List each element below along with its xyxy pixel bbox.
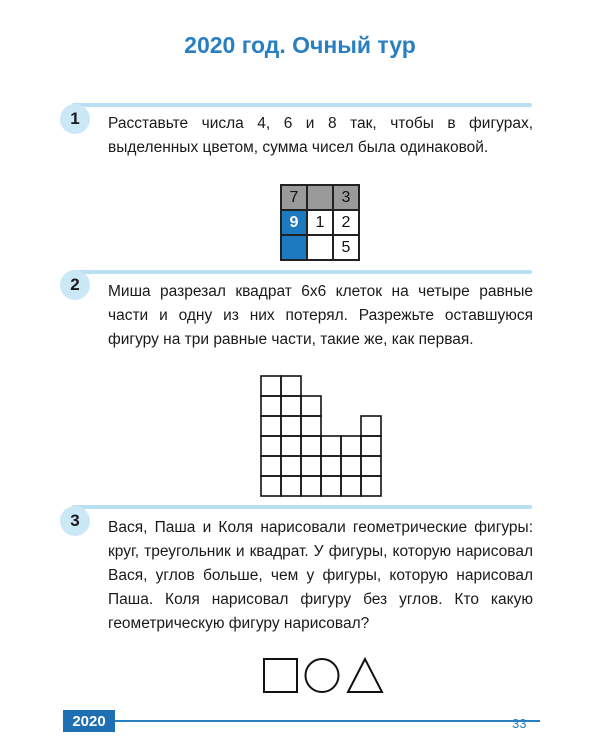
task-3-divider	[72, 505, 532, 509]
page-number: 33	[512, 716, 527, 731]
footer-year-badge: 2020	[63, 710, 115, 732]
grid-cell	[307, 185, 333, 210]
grid-cell: 9	[281, 210, 307, 235]
grid-cell: 7	[281, 185, 307, 210]
task-2-text: Миша разрезал квадрат 6х6 клеток на четыре равные части и одну из них потерял. Разрежьте оставшуюся фигуру на три равные части, такие же, как первая.	[108, 283, 533, 348]
task-1-number-grid	[280, 184, 360, 261]
task-2-number-badge: 2	[60, 270, 90, 300]
task-3-shapes	[262, 656, 386, 696]
task-2-cut-figure	[260, 375, 384, 501]
footer-rule	[115, 720, 540, 722]
square-shape	[264, 659, 297, 692]
grid-cell: 3	[333, 185, 359, 210]
task-1-text: Расставьте числа 4, 6 и 8 так, чтобы в фигурах, выделенных цветом, сумма чисел была одинаковой.	[108, 115, 533, 156]
grid-cell: 1	[307, 210, 333, 235]
grid-cell: 2	[333, 210, 359, 235]
task-1-number-badge: 1	[60, 104, 90, 134]
grid-cell	[281, 235, 307, 260]
task-1-divider	[72, 103, 532, 107]
triangle-shape	[348, 659, 382, 692]
task-3-number-badge: 3	[60, 506, 90, 536]
page-title: 2020 год. Очный тур	[184, 32, 416, 58]
task-3-text: Вася, Паша и Коля нарисовали геометрические фигуры: круг, треугольник и квадрат. У фигуры, которую нарисовал Вася, углов больше, чем у фигуры, которую нарисовал Паша. Коля нарисовал фигуру без углов. Кто какую геометрическую фигуру нарисовал?	[108, 519, 533, 632]
grid-cell	[307, 235, 333, 260]
grid-cell: 5	[333, 235, 359, 260]
circle-shape	[306, 659, 339, 692]
task-2-divider	[72, 270, 532, 274]
